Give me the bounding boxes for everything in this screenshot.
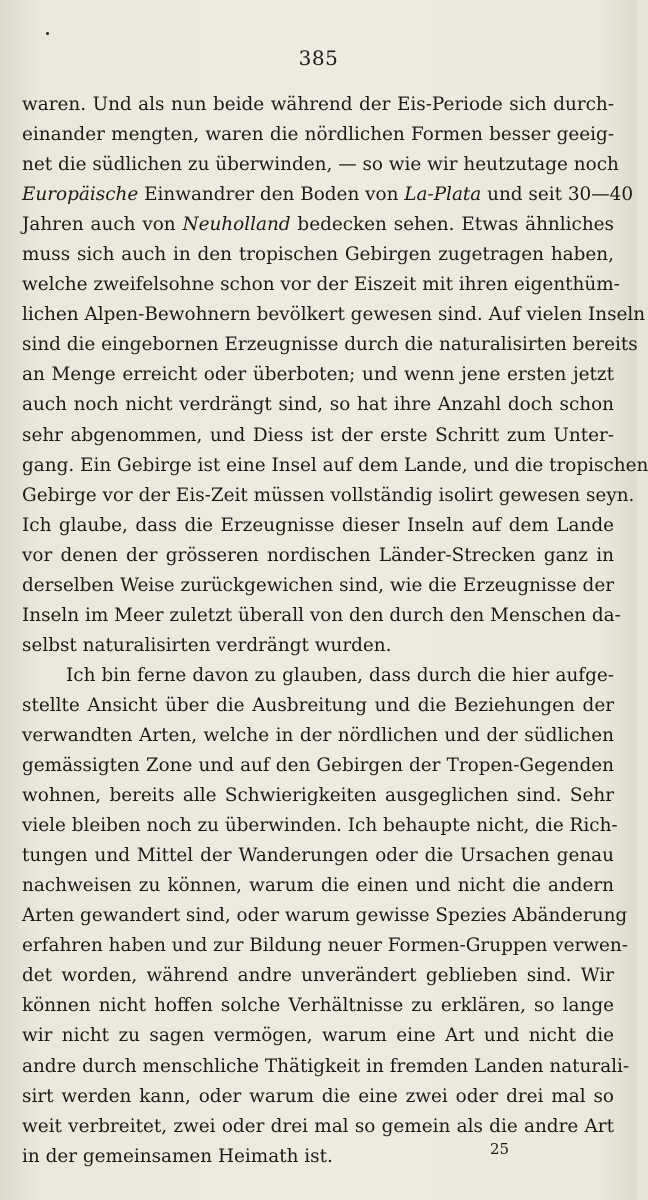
text-run: andre durch menschliche Thätigkeit in fremden Landen naturali- — [22, 1055, 630, 1077]
text-run: tungen und Mittel der Wanderungen oder die Ursachen genau — [22, 845, 614, 867]
text-line — [22, 1052, 630, 1082]
text-line — [22, 1112, 614, 1142]
text-line — [22, 841, 614, 871]
text-line — [22, 721, 614, 751]
text-line — [22, 541, 614, 571]
text-run: erfahren haben und zur Bildung neuer Formen-Gruppen verwen- — [22, 935, 628, 957]
text-line — [22, 931, 628, 961]
text-run: derselben Weise zurückgewichen sind, wie die Erzeugnisse der — [22, 574, 614, 596]
text-line — [22, 210, 614, 240]
text-run: bedecken sehen. Etwas ähnliches — [290, 214, 614, 236]
italic-text: Neuholland — [182, 214, 291, 236]
text-run: auch noch nicht verdrängt sind, so hat ihre Anzahl doch schon — [22, 394, 614, 416]
text-run: Gebirge vor der Eis-Zeit müssen vollständig isolirt gewesen seyn. — [22, 484, 635, 506]
text-line — [22, 511, 614, 541]
text-run: einander mengten, waren die nördlichen Formen besser geeig- — [22, 124, 614, 146]
text-line — [22, 180, 634, 210]
text-run: waren. Und als nun beide während der Eis-Periode sich durch- — [22, 94, 614, 115]
text-line — [22, 601, 621, 631]
text-run: det worden, während andre unverändert geblieben sind. Wir — [22, 965, 614, 987]
text-line — [22, 961, 614, 991]
text-line — [22, 571, 614, 601]
text-run: lichen Alpen-Bewohnern bevölkert gewesen sind. Auf vielen Inseln — [22, 304, 646, 326]
italic-text: Europäische — [22, 184, 139, 206]
text-run: vor denen der grösseren nordischen Länder-Strecken ganz in — [22, 544, 614, 566]
text-run: an Menge erreicht oder überboten; und wenn jene ersten jetzt — [22, 364, 614, 386]
text-line — [22, 90, 614, 120]
text-line — [22, 451, 648, 481]
text-run: Einwandrer den Boden von — [138, 184, 405, 206]
text-run: Arten gewandert sind, oder warum gewisse Spezies Abänderung — [22, 905, 628, 927]
text-run: und seit 30—40 — [481, 184, 634, 206]
text-line — [22, 481, 635, 511]
body-text — [22, 90, 648, 1172]
text-run: sehr abgenommen, und Diess ist der erste Schritt zum Unter- — [22, 424, 614, 446]
text-run: können nicht hoffen solche Verhältnisse zu erklären, so lange — [22, 995, 614, 1017]
text-run: wohnen, bereits alle Schwierigkeiten ausgeglichen sind. Sehr — [22, 785, 614, 807]
text-line — [22, 991, 614, 1021]
text-run: in der gemeinsamen Heimath ist. — [22, 1145, 333, 1167]
text-line — [22, 751, 614, 781]
text-run: weit verbreitet, zwei oder drei mal so gemein als die andre Art — [22, 1115, 614, 1137]
text-run: net die südlichen zu überwinden, — so wie wir heutzutage noch — [22, 154, 619, 176]
text-line — [22, 901, 628, 931]
text-line — [22, 330, 638, 360]
italic-text: La-Plata — [404, 184, 482, 206]
text-run: sind die eingebornen Erzeugnisse durch die naturalisirten bereits — [22, 334, 638, 356]
text-run: verwandten Arten, welche in der nördlichen und der südlichen — [22, 724, 614, 746]
text-run: gang. Ein Gebirge ist eine Insel auf dem Lande, und die tropischen — [22, 454, 648, 476]
text-run: Jahren auch von — [22, 214, 183, 236]
text-run: nachweisen zu können, warum die einen und nicht die andern — [22, 875, 614, 897]
text-line — [22, 1082, 614, 1112]
text-run: stellte Ansicht über die Ausbreitung und die Beziehungen der — [22, 694, 614, 716]
text-line — [22, 811, 618, 841]
text-line — [22, 1142, 614, 1172]
page-number: 385 — [298, 46, 339, 70]
ink-speck — [46, 32, 49, 35]
text-line — [22, 691, 614, 721]
signature-mark: 25 — [490, 1140, 510, 1158]
text-line — [22, 1021, 614, 1051]
text-run: Ich bin ferne davon zu glauben, dass durch die hier aufge- — [66, 664, 614, 686]
text-run: selbst naturalisirten verdrängt wurden. — [22, 634, 392, 656]
text-line — [22, 240, 614, 270]
text-run: muss sich auch in den tropischen Gebirgen zugetragen haben, — [22, 244, 614, 266]
text-line — [22, 150, 619, 180]
text-run: viele bleiben noch zu überwinden. Ich behaupte nicht, die Rich- — [22, 815, 618, 837]
text-line — [22, 781, 614, 811]
text-line — [22, 631, 614, 661]
text-run: Ich glaube, dass die Erzeugnisse dieser Inseln auf dem Lande — [22, 514, 614, 536]
text-run: Inseln im Meer zuletzt überall von den durch den Menschen da- — [22, 604, 621, 626]
text-run: wir nicht zu sagen vermögen, warum eine Art und nicht die — [22, 1025, 614, 1047]
text-line — [22, 120, 614, 150]
text-line — [22, 300, 646, 330]
text-line — [22, 661, 614, 691]
text-run: welche zweifelsohne schon vor der Eiszeit mit ihren eigenthüm- — [22, 274, 620, 296]
text-line — [22, 270, 620, 300]
text-line — [22, 360, 614, 390]
text-line — [22, 871, 614, 901]
text-line — [22, 390, 614, 420]
text-run: gemässigten Zone und auf den Gebirgen der Tropen-Gegenden — [22, 755, 614, 777]
text-line — [22, 421, 614, 451]
text-run: sirt werden kann, oder warum die eine zwei oder drei mal so — [22, 1085, 614, 1107]
